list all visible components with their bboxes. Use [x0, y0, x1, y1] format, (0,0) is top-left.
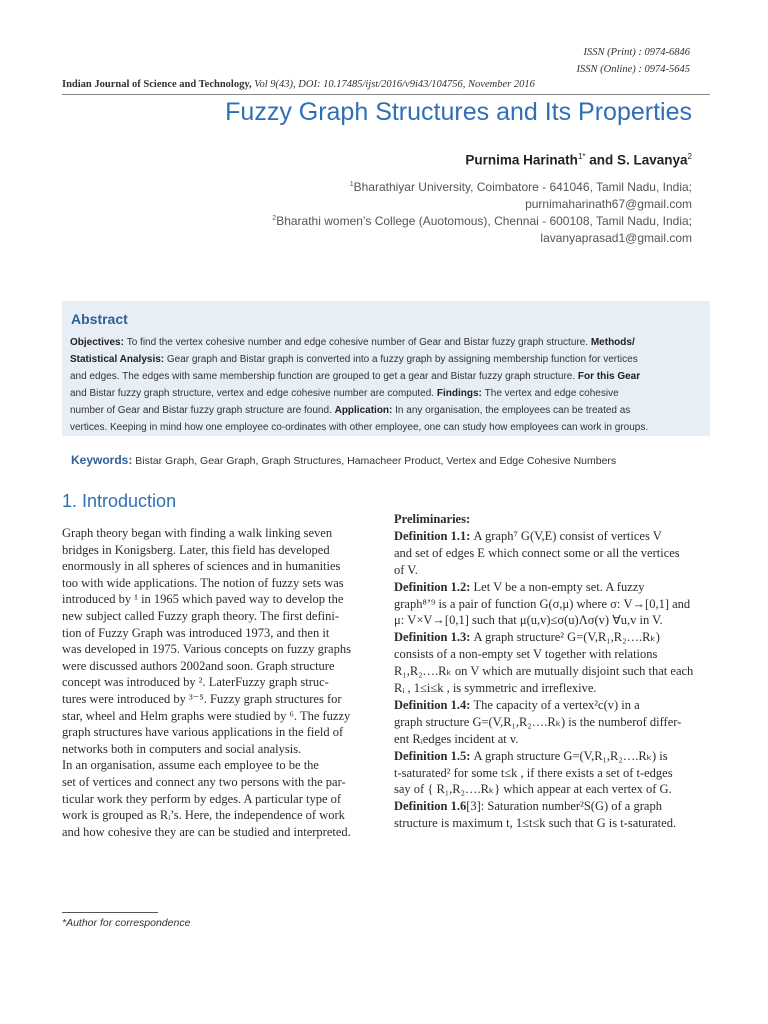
paper-title: Fuzzy Graph Structures and Its Properties: [225, 98, 692, 126]
body-line: introduced by ¹ in 1965 which paved way to develop the: [62, 592, 344, 607]
text-run: In any organisation, the employees can be treated as: [395, 405, 631, 416]
body-line: concept was introduced by ². LaterFuzzy graph struc-: [62, 675, 329, 690]
journal-details: Vol 9(43), DOI: 10.17485/ijst/2016/v9i43/104756, November 2016: [254, 79, 535, 90]
keywords: [71, 453, 616, 467]
body-line: graph structures have various applications in the field of: [62, 725, 344, 740]
text-run: consists of a non-empty set V together with relations: [394, 647, 658, 662]
keywords-text: Bistar Graph, Gear Graph, Graph Structures, Hamacheer Product, Vertex and Edge Cohesive Numbers: [135, 455, 617, 467]
text-run: R₁,R₂….Rₖ on V which are mutually disjoint such that each: [394, 664, 694, 679]
text-run: A graph structure G=(V,R₁,R₂….Rₖ) is: [473, 748, 668, 763]
bold-run: Definition 1.3:: [394, 630, 474, 645]
body-line: [394, 663, 693, 679]
text-run: Let V be a non-empty set. A fuzzy: [473, 579, 645, 594]
abstract-line: [70, 388, 686, 399]
abstract-line: [70, 354, 686, 365]
body-line: [394, 646, 657, 662]
text-run: To find the vertex cohesive number and edge cohesive number of Gear and Bistar fuzzy graph structure.: [126, 337, 591, 348]
bold-run: Objectives:: [70, 337, 127, 348]
body-line: [394, 612, 663, 628]
body-line: [394, 714, 681, 730]
text-run: and edges. The edges with same membership function are grouped to get a gear and Bistar fuzzy graph structure.: [70, 371, 578, 382]
body-line: [394, 798, 662, 814]
text-run: and Bistar fuzzy graph structure, vertex and edge cohesive number are computed.: [70, 388, 437, 399]
body-line: [394, 781, 672, 797]
abstract-heading: Abstract: [71, 311, 128, 327]
text-run: and set of edges E which connect some or all the vertices: [394, 545, 680, 560]
author-1: Purnima Harinath: [465, 152, 578, 168]
text-run: μ: V×V→[0,1] such that μ(u,v)≤σ(u)Λσ(v) ∀u,v in V.: [394, 613, 663, 628]
body-line: tion of Fuzzy Graph was introduced 1973, and then it: [62, 625, 330, 640]
journal-citation: [62, 79, 712, 90]
body-line: [394, 545, 680, 561]
body-line: work is grouped as Rᵢ’s. Here, the independence of work: [62, 808, 345, 823]
journal-name: Indian Journal of Science and Technology,: [62, 79, 252, 90]
affiliation-text: Bharathi women’s College (Auotomous), Chennai - 600108, Tamil Nadu, India;: [276, 214, 692, 228]
affiliation-2: [272, 214, 692, 228]
text-run: [3]: Saturation number²S(G) of a graph: [466, 799, 662, 814]
body-line: were discussed authors 2002and soon. Graph structure: [62, 658, 335, 673]
bold-run: Findings:: [436, 388, 485, 399]
author-2-mark: 2: [687, 152, 692, 161]
body-line: [394, 528, 662, 544]
text-run: A graph⁷ G(V,E) consist of vertices V: [473, 528, 662, 543]
abstract-line: [70, 422, 686, 433]
affiliation-2-email: [540, 231, 692, 245]
body-line: bridges in Konigsberg. Later, this field has developed: [62, 542, 330, 557]
body-line: [394, 765, 673, 781]
bold-run: Definition 1.5:: [394, 748, 474, 763]
body-line: [394, 815, 676, 831]
bold-run: Definition 1.1:: [394, 528, 474, 543]
abstract-line: [70, 405, 686, 416]
body-line: [394, 596, 690, 612]
bold-run: Definition 1.4:: [394, 697, 474, 712]
abstract-line: [70, 337, 686, 348]
text-run: graph⁸ʼ⁹ is a pair of function G(σ,μ) where σ: V→[0,1] and: [394, 596, 691, 611]
text-run: number of Gear and Bistar fuzzy graph structure are found.: [70, 405, 335, 416]
affiliation-mark: 2: [272, 215, 277, 222]
body-line: [394, 511, 470, 527]
bold-run: Application:: [334, 405, 396, 416]
body-line: tures were introduced by ³⁻⁵. Fuzzy graph structures for: [62, 692, 342, 706]
author-2: and S. Lavanya: [585, 152, 688, 168]
body-line: new subject called Fuzzy graph theory. The first defini-: [62, 609, 339, 623]
bold-run: For this Gear: [577, 371, 641, 382]
bold-run: Preliminaries:: [394, 512, 471, 526]
affiliation-text: Bharathiyar University, Coimbatore - 641046, Tamil Nadu, India;: [353, 180, 692, 194]
body-line: and how cohesive they are can be studied and interpreted.: [62, 824, 351, 839]
body-line: [394, 680, 597, 696]
body-line: [394, 629, 660, 645]
body-line: [394, 562, 418, 578]
bold-run: Statistical Analysis:: [70, 354, 167, 365]
body-line: set of vertices and connect any two persons with the par-: [62, 775, 346, 789]
body-line: [394, 748, 668, 764]
body-line: too with wide applications. The notion of fuzzy sets was: [62, 575, 344, 590]
affiliation-text: purnimaharinath67@gmail.com: [525, 197, 692, 211]
text-run: The vertex and edge cohesive: [484, 388, 619, 399]
header-rule: [62, 94, 710, 95]
body-line: Graph theory began with finding a walk linking seven: [62, 526, 333, 540]
issn-online: ISSN (Online) : 0974-5645: [576, 64, 690, 75]
section-heading-introduction: 1. Introduction: [62, 491, 177, 511]
text-run: graph structure G=(V,R₁,R₂….Rₖ) is the numberof differ-: [394, 714, 682, 729]
footnote-correspondence: *Author for correspondence: [62, 917, 191, 929]
body-line: star, wheel and Helm graphs were studied by ⁶. The fuzzy: [62, 708, 351, 723]
text-run: ent Rᵢedges incident at v.: [394, 731, 519, 746]
text-run: Gear graph and Bistar graph is converted into a fuzzy graph by assigning membership function for vertices: [166, 354, 638, 365]
text-run: The capacity of a vertex²c(v) in a: [473, 697, 640, 712]
affiliation-mark: 1: [349, 181, 354, 188]
abstract-line: [70, 371, 686, 382]
bold-run: Definition 1.6: [394, 799, 467, 814]
author-1-mark: 1*: [577, 152, 586, 161]
affiliation-1-email: [525, 197, 692, 211]
body-line: In an organisation, assume each employee to be the: [62, 758, 319, 773]
affiliation-text: lavanyaprasad1@gmail.com: [540, 231, 692, 245]
issn-print: ISSN (Print) : 0974-6846: [583, 47, 690, 58]
bold-run: Methods/: [590, 337, 635, 348]
body-line: enormously in all spheres of sciences and in humanities: [62, 559, 341, 574]
footnote-rule: [62, 912, 158, 913]
body-line: [394, 697, 640, 713]
affiliation-1: [350, 180, 692, 194]
body-line: networks both in computers and social analysis.: [62, 741, 302, 756]
text-run: Rᵢ , 1≤i≤k , is symmetric and irreflexive.: [394, 681, 597, 695]
text-run: vertices. Keeping in mind how one employee co-ordinates with other employee, one can study how employees can work in groups.: [70, 422, 649, 433]
author-line: [465, 152, 692, 168]
text-run: of V.: [394, 562, 418, 577]
bold-run: Definition 1.2:: [394, 579, 474, 594]
body-line: [394, 731, 518, 747]
text-run: t-saturated² for some t≤k , if there exists a set of t-edges: [394, 765, 673, 780]
text-run: structure is maximum t, 1≤t≤k such that G is t-saturated.: [394, 816, 677, 831]
body-line: ticular work they perform by edges. A particular type of: [62, 791, 342, 806]
keywords-label: Keywords:: [71, 453, 133, 467]
text-run: A graph structure² G=(V,R₁,R₂….Rₖ): [473, 630, 660, 645]
body-line: [394, 579, 645, 595]
text-run: say of { R₁,R₂….Rₖ} which appear at each vertex of G.: [394, 782, 672, 797]
body-line: was developed in 1975. Various concepts on fuzzy graphs: [62, 642, 351, 657]
